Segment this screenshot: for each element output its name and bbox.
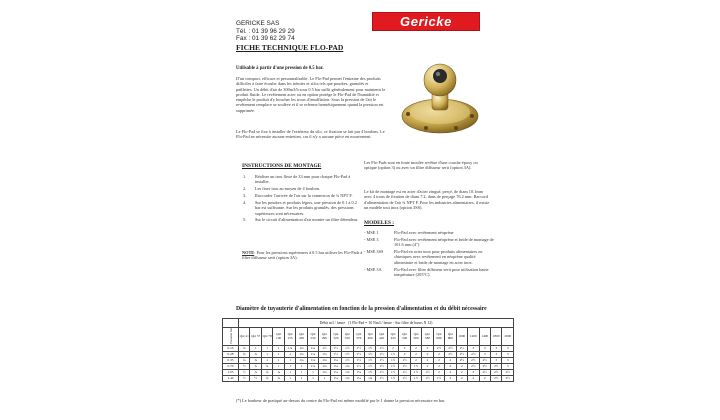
- table-cell: 2½: [479, 357, 490, 363]
- table-cell: 1¼: [296, 345, 307, 351]
- step-text: Sur le circuit d'alimentation d'air monter un filtre détendeur.: [255, 217, 359, 223]
- intro-paragraph: D'un compact, efficace et personnalisable. Le Flo-Pad permet l'entraine des produits difficiles à faire écouler dans les trémies et silos tels que poudres, granulés et paillettes. Un débit d'air de 300m3/h sous 0.5 bar suffit généralement pour maintenir le produit fluide. Le revêtement acier ou en option protège le Flo-Pad de l'humidité et empêche le produit d'y boucher les trous d'insufflation. Sous la pression de l'air le revêtement remplace se soulève et il se referme hermétiquement quand la pression est supprimée.: [236, 76, 386, 113]
- note-label: NOTE: [242, 250, 255, 255]
- row-pressure-label: 0.28: [223, 351, 239, 357]
- table-cell: 1½: [342, 357, 353, 363]
- row-header-cell: [223, 328, 239, 346]
- table-cell: 1½: [353, 357, 364, 363]
- table-cell: 2: [433, 363, 444, 369]
- table-cell: 1½: [376, 351, 387, 357]
- model-code: - MSE 3SS: [364, 249, 384, 255]
- install-paragraph: Le Flo-Pad se fixe à installer de l'extérieur du silo, ce fixation se fait par 4 boulons. Le Flo-Pad ne nécessite aucune entretien, car il n'y a aucune pièce en mouvement.: [236, 129, 385, 140]
- row-pressure-label: 1.05: [223, 369, 239, 375]
- table-cell: 1: [273, 345, 284, 351]
- table-row: [223, 375, 514, 381]
- table-cell: 2: [422, 345, 433, 351]
- table-cell: 2½: [479, 369, 490, 375]
- table-column-header: 1200: [468, 328, 479, 346]
- table-cell: 1½: [387, 375, 398, 381]
- table-column-header: Qté 290: [319, 328, 330, 346]
- install-title: INSTRUCTIONS DE MONTAGE: [242, 163, 322, 169]
- table-cell: 1¼: [307, 345, 318, 351]
- table-cell: 2½: [490, 369, 501, 375]
- models-title: MODELES :: [364, 220, 395, 226]
- table-column-header: Qté 800: [445, 328, 456, 346]
- table-cell: 2½: [502, 375, 514, 381]
- step-number: 2.: [243, 186, 247, 192]
- table-cell: 1½: [410, 369, 421, 375]
- model-code: - MSE 3A: [364, 266, 382, 272]
- install-note: [242, 250, 366, 261]
- model-item: [364, 249, 494, 265]
- table-cell: 1¼: [307, 357, 318, 363]
- table-cell: ¾: [250, 363, 261, 369]
- table-cell: 1¼: [319, 369, 330, 375]
- table-group-header: [239, 319, 514, 328]
- table-column-header: Qté 350: [342, 328, 353, 346]
- table-cell: 1¼: [342, 375, 353, 381]
- table-column-header: Qté 41: [239, 328, 250, 346]
- table-cell: 2: [422, 351, 433, 357]
- table-cell: ¾: [261, 375, 272, 381]
- table-cell: 1½: [319, 345, 330, 351]
- table-cell: 2: [433, 369, 444, 375]
- table-cell: ¾: [273, 369, 284, 375]
- table-cell: 1½: [364, 345, 375, 351]
- table-column-header: Qté 250: [307, 328, 318, 346]
- table-cell: 2: [456, 375, 467, 381]
- table-cell: 2: [422, 357, 433, 363]
- table-cell: 1½: [399, 369, 410, 375]
- table-cell: 1½: [330, 345, 341, 351]
- table-cell: 2: [479, 375, 490, 381]
- table-cell: 2½: [468, 363, 479, 369]
- step-number: 1.: [243, 174, 247, 179]
- table-column-header: Qté 376: [353, 328, 364, 346]
- table-cell: 1½: [410, 375, 421, 381]
- table-cell: 1¼: [353, 369, 364, 375]
- table-column-header: Qté 699: [433, 328, 444, 346]
- table-cell: ½: [239, 369, 250, 375]
- company-tel: Tél. : 01 39 96 29 29: [236, 27, 295, 35]
- table-cell: 2½: [456, 345, 467, 351]
- table-cell: 2½: [490, 375, 501, 381]
- table-cell: 2: [399, 351, 410, 357]
- pipe-diameter-table: [222, 318, 514, 382]
- table-cell: 2½: [468, 351, 479, 357]
- table-cell: ¾: [273, 375, 284, 381]
- table-cell: 1: [296, 375, 307, 381]
- table-cell: 1¼: [330, 369, 341, 375]
- table-cell: 1¼: [330, 375, 341, 381]
- table-cell: 1¼: [296, 357, 307, 363]
- company-fax: Fax : 01 39 62 29 74: [236, 35, 295, 43]
- note-text: : Pour les pressions supérieures à 0.5 bar utiliser les Flo-Pads à filtre diffuseur serti (option 3A).: [242, 250, 363, 261]
- table-cell: 1½: [376, 369, 387, 375]
- table-cell: 3: [479, 345, 490, 351]
- table-cell: 1½: [399, 363, 410, 369]
- table-cell: 1: [261, 357, 272, 363]
- flo-pad-product-image: [396, 54, 484, 140]
- construction-paragraph: Les Flo-Pads sont en fonte moulée revêtue d'une couche époxy ou optique (option 3) ou avec un filtre diffuseur serti (option 3A).: [364, 160, 478, 171]
- row-pressure-label: 0.70: [223, 363, 239, 369]
- table-cell: 2½: [445, 345, 456, 351]
- table-column-header: Qté 135: [284, 328, 295, 346]
- mounting-kit-paragraph: Le kit de montage est en acier d'acier zingué, perçé, de diam 10.1mm avec 4 trous de fixation de diam 7.2, dans de perçage 76.2 mm. Raccord d'alimentation de l'air ¾ NPT F. Pour les industries alimentaires, il existe un modèle tout inox (option 3SS).: [364, 189, 490, 210]
- table-cell: 2: [410, 351, 421, 357]
- table-cell: 3: [490, 357, 501, 363]
- table-cell: 1½: [399, 357, 410, 363]
- table-column-header: Qté 560: [410, 328, 421, 346]
- table-cell: 2½: [479, 363, 490, 369]
- table-cell: ¾: [239, 351, 250, 357]
- table-cell: 1½: [376, 357, 387, 363]
- table-cell: 3: [468, 345, 479, 351]
- step-text: Sur les poudres et produits légers, une pression de 0.1 à 0.2 bar est suffisante. Sur les produits granulés, des pressions supérieures sont nécessaires.: [255, 199, 357, 216]
- table-cell: 1: [307, 375, 318, 381]
- table-cell: 2½: [456, 357, 467, 363]
- model-desc: Flo-Pad en acier inox pour produits alimentaires ou chimiques avec revêtement en néoprène qualité alimentaire et bride de montage en acier inox.: [394, 249, 483, 265]
- table-cell: 1: [273, 363, 284, 369]
- table-column-header: Qté 78: [261, 328, 272, 346]
- step-text: Les fixer trou au moyen de 4 boulons.: [255, 186, 321, 192]
- table-cell: ¾: [250, 369, 261, 375]
- table-cell: 2½: [456, 351, 467, 357]
- table-column-header-row: [223, 328, 514, 346]
- table-cell: 1½: [342, 345, 353, 351]
- table-cell: 1¼: [307, 351, 318, 357]
- table-cell: 1½: [364, 363, 375, 369]
- table-cell: 2½: [445, 351, 456, 357]
- table-group-header-row: [223, 319, 514, 328]
- models-list: [364, 230, 494, 279]
- install-step: [243, 217, 363, 222]
- company-name: GERICKE SAS: [236, 20, 280, 27]
- model-desc: Flo-Pad avec filtre diffuseur serti pour utilisation haute température (205°C).: [394, 266, 489, 277]
- gericke-logo: [372, 12, 480, 31]
- table-cell: 3: [502, 345, 514, 351]
- table-cell: 1½: [422, 369, 433, 375]
- table-cell: ½: [250, 375, 261, 381]
- table-cell: 1½: [387, 363, 398, 369]
- table-cell: 2: [410, 345, 421, 351]
- document-title: FICHE TECHNIQUE FLO-PAD: [236, 43, 344, 52]
- group-header-label: Débit m3 / heure: [319, 321, 346, 325]
- table-title: Diamètre de tuyauterie d'alimentation en fonction de la pression d'alimentation et du débit nécessaire: [236, 306, 487, 312]
- row-pressure-label: 0.35: [223, 357, 239, 363]
- table-column-header: Qté 100: [273, 328, 284, 346]
- table-cell: 2: [456, 369, 467, 375]
- model-code: - MSE 1: [364, 230, 379, 235]
- table-cell: 1½: [376, 375, 387, 381]
- table-cell: 2: [445, 357, 456, 363]
- table-column-header: Qté 57: [250, 328, 261, 346]
- table-cell: 3: [502, 357, 514, 363]
- table-cell: 2: [433, 357, 444, 363]
- step-number: 4.: [243, 199, 247, 205]
- table-cell: 2½: [433, 345, 444, 351]
- table-cell: ¾: [239, 357, 250, 363]
- table-cell: 2: [445, 363, 456, 369]
- table-cell: 1½: [330, 351, 341, 357]
- install-step: [243, 186, 363, 191]
- table-column-header: Qté 400: [364, 328, 375, 346]
- table-cell: 3: [479, 351, 490, 357]
- group-header-note: (1 Flo-Pad = 10 Nm3 / heure - Sur filtre de buses N 12): [348, 321, 433, 325]
- table-column-header: Qté 326: [330, 328, 341, 346]
- table-cell: 1: [296, 363, 307, 369]
- lead-text: Utilisable à partir d'une pression de 0.5 bar.: [236, 66, 324, 71]
- table-cell: 2: [468, 369, 479, 375]
- table-cell: 1½: [342, 351, 353, 357]
- table-column-header: 1800: [490, 328, 501, 346]
- table-cell: 2: [445, 369, 456, 375]
- table-cell: 1¼: [319, 351, 330, 357]
- table-column-header: Qté 506: [399, 328, 410, 346]
- table-cell: 1½: [364, 351, 375, 357]
- table-cell: 1½: [387, 369, 398, 375]
- row-header-label: Pression bar: [228, 328, 233, 344]
- table-column-header: 2000: [502, 328, 514, 346]
- install-step: [243, 200, 363, 216]
- table-cell: 3: [490, 351, 501, 357]
- table-cell: 1: [284, 363, 295, 369]
- table-column-header: Qté 445: [387, 328, 398, 346]
- table-cell: 1¼: [364, 375, 375, 381]
- step-number: 3.: [243, 193, 247, 199]
- table-cell: ¾: [250, 357, 261, 363]
- company-contact: [236, 20, 295, 43]
- model-item: [364, 230, 494, 235]
- table-cell: 1: [273, 357, 284, 363]
- model-code: - MSE 3: [364, 236, 379, 242]
- table-cell: 1¼: [307, 363, 318, 369]
- install-steps: [243, 174, 363, 224]
- table-cell: 1: [296, 369, 307, 375]
- table-cell: 3: [502, 351, 514, 357]
- table-cell: 2: [410, 357, 421, 363]
- table-cell: ½: [239, 363, 250, 369]
- step-text: Réaliser un trou flexe de 33 mm pour chaque Flo-Pad à installer.: [255, 174, 351, 185]
- table-cell: 1½: [364, 357, 375, 363]
- model-desc: Flo-Pad avec revêtement néoprène: [394, 230, 454, 235]
- table-cell: 1: [284, 375, 295, 381]
- model-item: [364, 237, 494, 248]
- table-cell: 1½: [387, 351, 398, 357]
- table-cell: 1¼: [284, 345, 295, 351]
- table-cell: 2: [422, 363, 433, 369]
- footnote: (*) Le bonheur de pratiqué au-dessus du centre du Flo-Pad est même modifié par le 1 donne la pression nécessaire en bar.: [236, 398, 446, 403]
- table-cell: 1¼: [342, 363, 353, 369]
- table-cell: 1½: [387, 357, 398, 363]
- table-cell: ¾: [239, 345, 250, 351]
- table-cell: 2: [456, 363, 467, 369]
- table-cell: 1¼: [296, 351, 307, 357]
- table-cell: 1: [273, 351, 284, 357]
- table-cell: 1½: [422, 375, 433, 381]
- table-column-header: Qté 200: [296, 328, 307, 346]
- install-step: [243, 193, 363, 198]
- table-cell: 1¼: [330, 357, 341, 363]
- step-text: Raccorder l'arrivée de l'air sur la connexion de ¾ NPT F.: [255, 193, 353, 199]
- table-cell: 1½: [433, 375, 444, 381]
- table-cell: 1¼: [353, 375, 364, 381]
- table-cell: 3: [502, 363, 514, 369]
- table-cell: ½: [239, 375, 250, 381]
- table-cell: ¾: [261, 363, 272, 369]
- table-cell: 1: [250, 345, 261, 351]
- table-cell: 1¼: [330, 363, 341, 369]
- table-cell: 1¼: [342, 369, 353, 375]
- table-cell: 2: [433, 351, 444, 357]
- table-cell: 1: [261, 345, 272, 351]
- table-cell: 1: [284, 369, 295, 375]
- table-cell: 1½: [353, 363, 364, 369]
- table-cell: 1½: [399, 375, 410, 381]
- table-cell: 1½: [353, 345, 364, 351]
- table-cell: 2: [468, 375, 479, 381]
- table-cell: ¾: [261, 369, 272, 375]
- table-column-header: 1400: [479, 328, 490, 346]
- table-column-header: Qté 580: [422, 328, 433, 346]
- table-cell: 1: [284, 357, 295, 363]
- table-cell: 1¼: [319, 357, 330, 363]
- table-column-header: 1000: [456, 328, 467, 346]
- step-number: 5.: [243, 217, 247, 223]
- row-pressure-label: 0.14: [223, 345, 239, 351]
- table-cell: 1½: [376, 345, 387, 351]
- table-cell: 2½: [490, 363, 501, 369]
- table-corner-cell: [223, 319, 239, 328]
- table-cell: 1½: [364, 369, 375, 375]
- table-cell: 1¼: [319, 363, 330, 369]
- table-cell: 1: [307, 369, 318, 375]
- table-cell: 2½: [468, 357, 479, 363]
- table-cell: 1½: [376, 363, 387, 369]
- table-cell: 2½: [502, 369, 514, 375]
- table-cell: 1½: [353, 351, 364, 357]
- logo-text: Gericke: [400, 14, 452, 29]
- model-desc: Flo-Pad avec revêtement néoprène et bride de montage de 101.6 mm (4"): [394, 236, 494, 248]
- table-cell: 1: [284, 351, 295, 357]
- row-pressure-label: 1.40: [223, 375, 239, 381]
- table-cell: 3: [490, 345, 501, 351]
- table-column-header: Qté 420: [376, 328, 387, 346]
- table-cell: 1: [319, 375, 330, 381]
- table-cell: 2: [445, 375, 456, 381]
- table-cell: 2: [399, 345, 410, 351]
- table-cell: 1½: [410, 363, 421, 369]
- install-step: [243, 174, 363, 185]
- model-item: [364, 267, 494, 278]
- table-cell: ¾: [250, 351, 261, 357]
- table-cell: 2: [387, 345, 398, 351]
- table-cell: 1: [261, 351, 272, 357]
